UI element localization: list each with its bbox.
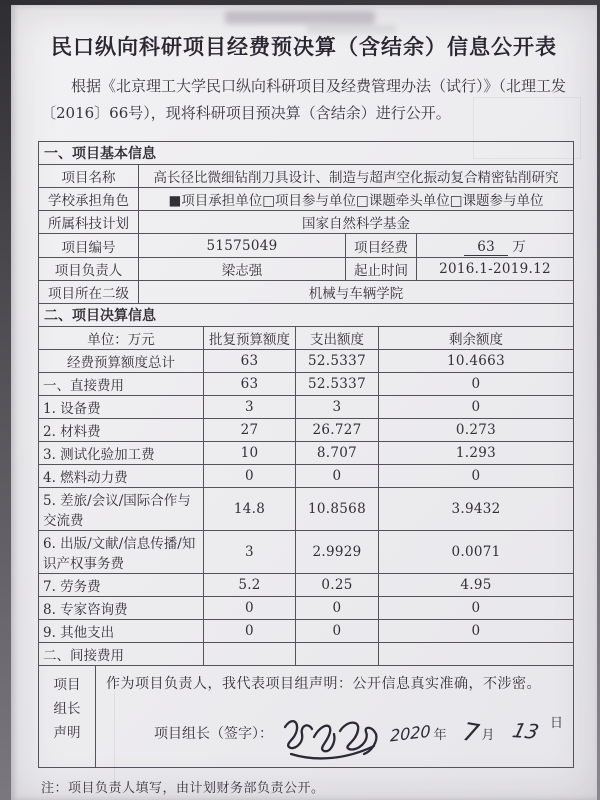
remain-cell: 0	[379, 373, 574, 396]
date-year-handwritten: 2020	[389, 721, 431, 746]
declaration-label-line: 项目	[53, 677, 81, 694]
table-row	[39, 465, 574, 488]
declaration-row	[39, 666, 574, 768]
row-label: 二、间接费用	[39, 643, 204, 666]
table-row	[39, 350, 574, 373]
handwritten-signature	[277, 713, 385, 759]
handwritten-date	[389, 716, 563, 749]
dept-label: 项目所在二级	[39, 281, 139, 304]
budget-cell: 10	[204, 442, 296, 465]
fund-unit: 万	[512, 239, 526, 256]
table-row	[39, 373, 574, 396]
bleedthrough-smudge	[225, 11, 375, 24]
table-row	[39, 234, 574, 258]
section2-header: 二、项目决算信息	[39, 304, 574, 327]
row-label: 3. 测试化验加工费	[39, 442, 204, 465]
table-row	[39, 165, 574, 188]
paper-sheet	[11, 5, 597, 800]
budget-cell: 5.2	[204, 574, 296, 597]
role-checkboxes: ■项目承担单位□项目参与单位□课题牵头单位□课题参与单位	[139, 188, 574, 211]
remain-cell: 10.4663	[379, 350, 574, 373]
budget-table	[38, 303, 574, 666]
spent-cell: 0	[296, 597, 379, 620]
column-header-spent: 支出额度	[296, 327, 379, 350]
remain-cell: 1.293	[379, 442, 574, 465]
date-year-suffix: 年	[433, 728, 447, 744]
bleedthrough-smudge	[306, 25, 396, 33]
project-number-value: 51575049	[139, 234, 346, 258]
table-row	[39, 531, 574, 574]
role-label: 学校承担角色	[39, 188, 139, 211]
spent-cell: 52.5337	[296, 373, 379, 396]
leader-label: 项目负责人	[39, 258, 139, 281]
budget-cell: 63	[204, 350, 296, 373]
basic-info-table	[38, 141, 574, 304]
row-label: 经费预算额度总计	[39, 350, 204, 373]
spent-cell	[296, 643, 379, 666]
plan-value: 国家自然科学基金	[139, 211, 574, 234]
budget-cell	[204, 643, 296, 666]
budget-cell: 3	[204, 396, 296, 419]
table-row	[39, 597, 574, 620]
sign-label: 项目组长（签字）：	[154, 726, 273, 743]
period-label: 起止时间	[346, 258, 417, 281]
plan-label: 所属科技计划	[39, 211, 139, 234]
spent-cell: 3	[296, 396, 379, 419]
table-row	[39, 419, 574, 442]
dept-value: 机械与车辆学院	[139, 281, 574, 304]
row-label: 一、直接费用	[39, 373, 204, 396]
spent-cell: 10.8568	[296, 488, 379, 531]
project-name-value: 高长径比微细钻削刀具设计、制造与超声空化振动复合精密钻削研究	[139, 165, 574, 188]
remain-cell: 4.95	[379, 574, 574, 597]
spent-cell: 0	[296, 620, 379, 643]
fund-amount: 63	[464, 239, 508, 256]
declaration-table	[38, 665, 574, 768]
row-label: 7. 劳务费	[39, 574, 204, 597]
date-month-handwritten: 7	[460, 717, 481, 749]
column-header-remain: 剩余额度	[379, 327, 574, 350]
section1-header: 一、项目基本信息	[39, 142, 574, 165]
spent-cell: 2.9929	[296, 531, 379, 574]
row-label: 8. 专家咨询费	[39, 597, 204, 620]
table-row	[39, 211, 574, 234]
table-row	[39, 258, 574, 281]
budget-cell: 14.8	[204, 488, 296, 531]
budget-columns-row	[39, 327, 574, 350]
column-header-budget: 批复预算额度	[204, 327, 296, 350]
row-label: 9. 其他支出	[39, 620, 204, 643]
fund-label: 项目经费	[346, 234, 417, 258]
table-row	[39, 281, 574, 304]
row-label: 1. 设备费	[39, 396, 204, 419]
remain-cell: 0	[379, 465, 574, 488]
budget-cell: 27	[204, 419, 296, 442]
declaration-label-line: 声明	[53, 725, 81, 742]
footnote: 注：项目负责人填写，由计划财务部负责公开。	[41, 781, 325, 797]
section2-header-row	[39, 304, 574, 327]
table-row	[39, 620, 574, 643]
budget-cell: 0	[204, 465, 296, 488]
spent-cell: 26.727	[296, 419, 379, 442]
intro-paragraph: 根据《北京理工大学民口纵向科研项目及经费管理办法（试行）》（北理工发〔2016〕66号），现将科研项目预决算（含结余）进行公开。	[41, 77, 567, 122]
remain-cell	[379, 643, 574, 666]
remain-cell: 0.0071	[379, 531, 574, 574]
remain-cell: 0.273	[379, 419, 574, 442]
declaration-label	[39, 666, 96, 768]
spent-cell: 8.707	[296, 442, 379, 465]
remain-cell: 3.9432	[379, 488, 574, 531]
leader-value: 梁志强	[139, 258, 346, 281]
table-row	[39, 442, 574, 465]
signature-row	[106, 707, 565, 759]
table-row	[39, 488, 574, 531]
spent-cell: 52.5337	[296, 350, 379, 373]
declaration-statement: 作为项目负责人，我代表项目组声明：公开信息真实准确，不涉密。	[106, 676, 541, 693]
table-row	[39, 574, 574, 597]
remain-cell: 0	[379, 396, 574, 419]
spent-cell: 0.25	[296, 574, 379, 597]
remain-cell: 0	[379, 597, 574, 620]
bleedthrough-grid	[473, 97, 581, 159]
spent-cell: 0	[296, 465, 379, 488]
row-label: 5. 差旅/会议/国际合作与交流费	[39, 488, 204, 531]
fund-value-cell	[417, 234, 574, 258]
table-row	[39, 643, 574, 666]
row-label: 4. 燃料动力费	[39, 465, 204, 488]
row-label: 6. 出版/文献/信息传播/知识产权事务费	[39, 531, 204, 574]
period-value: 2016.1-2019.12	[417, 258, 574, 281]
project-number-label: 项目编号	[39, 234, 139, 258]
date-day-handwritten: 13	[509, 718, 541, 745]
page-title: 民口纵向科研项目经费预决算（含结余）信息公开表	[51, 34, 557, 59]
budget-cell: 0	[204, 620, 296, 643]
budget-cell: 3	[204, 531, 296, 574]
budget-cell: 0	[204, 597, 296, 620]
date-day-suffix: 日	[549, 716, 563, 732]
table-row	[39, 188, 574, 211]
declaration-label-line: 组长	[53, 701, 81, 718]
budget-cell: 63	[204, 373, 296, 396]
declaration-content	[96, 666, 574, 768]
row-label: 2. 材料费	[39, 419, 204, 442]
project-name-label: 项目名称	[39, 165, 139, 188]
column-header-unit: 单位：万元	[39, 327, 204, 350]
table-row	[39, 396, 574, 419]
remain-cell: 0	[379, 620, 574, 643]
date-month-suffix: 月	[481, 728, 495, 744]
